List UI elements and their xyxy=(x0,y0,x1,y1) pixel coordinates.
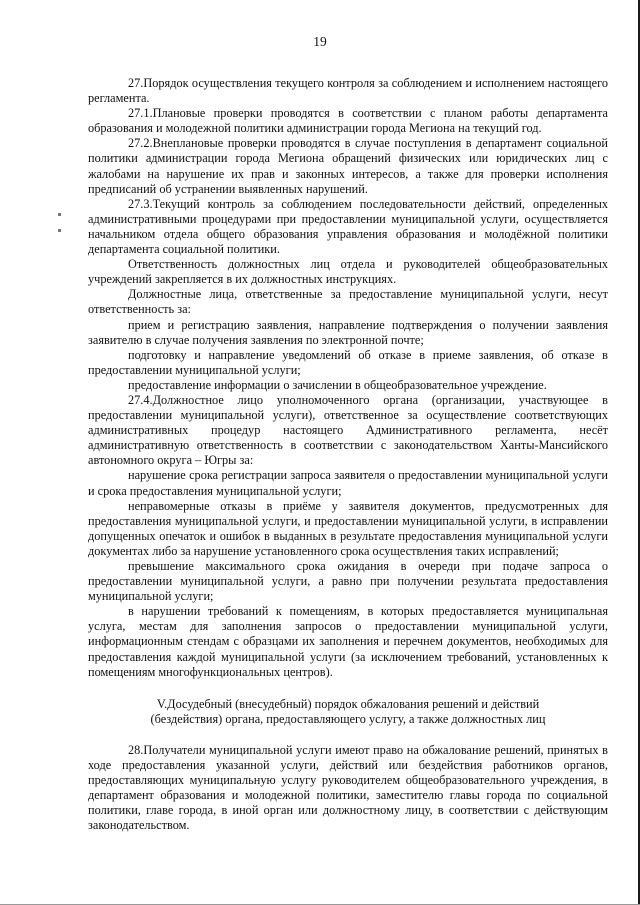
paragraph: в нарушении требований к помещениям, в которых предоставляется муниципальная услуга, местам для заполнения запросов о предоставлении муниципальной услуги, информационным стендам с образцами их заполнения и перечнем документов, необходимых для предоставления каждой муниципальной услуги (за исключением требований, установленных к помещениям многофункциональных центров). xyxy=(88,604,608,679)
paragraph: 27.4.Должностное лицо уполномоченного органа (организации, участвующее в предоставлении муниципальной услуги), ответственное за осуществление соответствующих административных процедур настоящего Административного регламента, несёт административную ответственность в соответствии с законодательством Ханты-Мансийского автономного округа – Югры за: xyxy=(88,392,608,468)
scan-mark xyxy=(58,213,61,216)
paragraph: 28.Получатели муниципальной услуги имеют право на обжалование решений, принятых в ходе предоставления указанной услуги, действий или бездействия работников органов, предоставляющих муниципальную услугу руководителем общеобразовательного учреждения, в департамент образования и молодежной политики, заместителю главы города по социальной политики, главе города, в иной орган или должностному лицу, в соответствии с действующим законодательством. xyxy=(88,742,608,833)
paragraph: 27.2.Внеплановые проверки проводятся в случае поступления в департамент социальной политики администрации города Мегиона обращений физических или юридических лиц с жалобами на нарушение их прав и законных интересов, а также для проверки исполнения предписаний об устранении выявленных нарушений. xyxy=(88,136,608,196)
section-heading-line: V.Досудебный (внесудебный) порядок обжалования решений и действий xyxy=(156,696,540,711)
page-number: 19 xyxy=(313,34,327,49)
section-heading-line: (бездействия) органа, предоставляющего услугу, а также должностных лиц xyxy=(150,711,546,726)
paragraph: превышение максимального срока ожидания в очереди при подаче запроса о предоставлении муниципальной услуги, а равно при получении результата предоставления муниципальной услуги; xyxy=(88,559,608,604)
paragraph: прием и регистрацию заявления, направление подтверждения о получении заявления заявителю в случае получения заявления по электронной почте; xyxy=(88,317,608,347)
paragraph: Ответственность должностных лиц отдела и руководителей общеобразовательных учреждений закрепляется в их должностных инструкциях. xyxy=(88,257,608,287)
paragraph: 27.1.Плановые проверки проводятся в соответствии с планом работы департамента образования и молодежной политики администрации города Мегиона на текущий год. xyxy=(88,106,608,136)
paragraph: 27.3.Текущий контроль за соблюдением последовательности действий, определенных административными процедурами при предоставлении муниципальной услуги, осуществляется начальником отдела общего образования управления образования и молодёжной политики департамента социальной политики. xyxy=(88,196,608,257)
paragraph: неправомерные отказы в приёме у заявителя документов, предусмотренных для предоставления муниципальной услуги, и предоставлении муниципальной услуги, в исправлении допущенных опечаток и ошибок в выданных в результате предоставления муниципальной услуги документах либо за нарушение установленного срока осуществления таких исправлений; xyxy=(88,498,608,558)
paragraph: нарушение срока регистрации запроса заявителя о предоставлении муниципальной услуги и срока предоставления муниципальной услуги; xyxy=(88,468,608,498)
section-heading xyxy=(88,697,608,727)
document-body xyxy=(88,76,608,834)
paragraph: 27.Порядок осуществления текущего контроля за соблюдением и исполнением настоящего регламента. xyxy=(88,76,608,106)
scan-mark xyxy=(58,229,61,232)
paragraph: подготовку и направление уведомлений об отказе в приеме заявления, об отказе в предоставлении муниципальной услуги; xyxy=(88,347,608,377)
paragraph: Должностные лица, ответственные за предоставление муниципальной услуги, несут ответственность за: xyxy=(88,287,608,317)
paragraph: предоставление информации о зачислении в общеобразовательное учреждение. xyxy=(128,377,547,392)
